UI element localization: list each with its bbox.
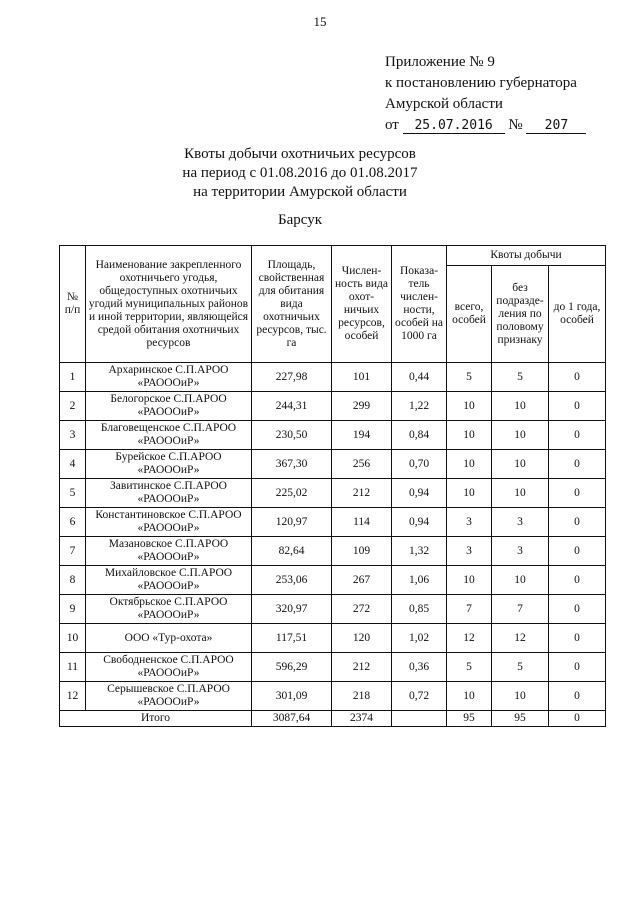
totals-row xyxy=(60,711,606,727)
table-row xyxy=(60,682,606,711)
density-value: 1,22 xyxy=(392,392,447,421)
header-num: № п/п xyxy=(60,246,86,363)
quota-under1-value: 0 xyxy=(549,682,606,711)
row-number: 10 xyxy=(60,624,86,653)
quota-no-sex-value: 12 xyxy=(492,624,549,653)
quota-total-value: 3 xyxy=(447,537,492,566)
density-value: 0,72 xyxy=(392,682,447,711)
title-line-2: на период с 01.08.2016 до 01.08.2017 xyxy=(182,165,418,181)
quota-no-sex-value: 5 xyxy=(492,363,549,392)
document-title xyxy=(0,145,600,202)
quota-total-value: 10 xyxy=(447,682,492,711)
date-prefix: от xyxy=(385,117,399,133)
row-number: 1 xyxy=(60,363,86,392)
quota-under1-value: 0 xyxy=(549,392,606,421)
title-line-1: Квоты добычи охотничьих ресурсов xyxy=(184,146,416,162)
quota-total-value: 12 xyxy=(447,624,492,653)
quota-table xyxy=(59,245,606,727)
appendix-decree: к постановлению губернатора xyxy=(385,75,577,91)
quota-total-value: 5 xyxy=(447,363,492,392)
appendix-region: Амурской области xyxy=(385,96,503,112)
header-quota-under1: до 1 года, особей xyxy=(549,266,606,363)
header-density: Показа-тель числен-ности, особей на 1000 га xyxy=(392,246,447,363)
quota-under1-value: 0 xyxy=(549,508,606,537)
decree-date: 25.07.2016 xyxy=(403,118,505,134)
title-line-3: на территории Амурской области xyxy=(193,184,407,200)
header-population: Числен-ность вида охот-ничьих ресурсов, особей xyxy=(332,246,392,363)
population-value: 114 xyxy=(332,508,392,537)
header-quota-no-sex: без подразде-ления по половому признаку xyxy=(492,266,549,363)
region-name: Октябрьское С.П.АРОО «РАОООиР» xyxy=(86,595,252,624)
totals-quota-no-sex: 95 xyxy=(492,711,549,727)
totals-population: 2374 xyxy=(332,711,392,727)
table-row xyxy=(60,537,606,566)
area-value: 320,97 xyxy=(252,595,332,624)
quota-no-sex-value: 3 xyxy=(492,508,549,537)
quota-total-value: 10 xyxy=(447,450,492,479)
quota-total-value: 10 xyxy=(447,421,492,450)
decree-number: 207 xyxy=(526,118,586,134)
area-value: 225,02 xyxy=(252,479,332,508)
area-value: 244,31 xyxy=(252,392,332,421)
table-body xyxy=(60,363,606,727)
area-value: 230,50 xyxy=(252,421,332,450)
header-quota-total: всего, особей xyxy=(447,266,492,363)
row-number: 7 xyxy=(60,537,86,566)
appendix-date-line xyxy=(385,115,586,136)
density-value: 0,94 xyxy=(392,508,447,537)
header-name: Наименование закрепленного охотничьего угодья, общедоступных охотничьих угодий муниципальных районов и иной территории, являющейся средой обитания охотничьих ресурсов xyxy=(86,246,252,363)
row-number: 12 xyxy=(60,682,86,711)
table-row xyxy=(60,508,606,537)
quota-under1-value: 0 xyxy=(549,624,606,653)
quota-under1-value: 0 xyxy=(549,537,606,566)
row-number: 6 xyxy=(60,508,86,537)
density-value: 1,06 xyxy=(392,566,447,595)
area-value: 120,97 xyxy=(252,508,332,537)
density-value: 0,44 xyxy=(392,363,447,392)
quota-under1-value: 0 xyxy=(549,595,606,624)
quota-under1-value: 0 xyxy=(549,450,606,479)
table-row xyxy=(60,479,606,508)
density-value: 0,70 xyxy=(392,450,447,479)
totals-quota-total: 95 xyxy=(447,711,492,727)
region-name: Серышевское С.П.АРОО «РАОООиР» xyxy=(86,682,252,711)
population-value: 120 xyxy=(332,624,392,653)
population-value: 272 xyxy=(332,595,392,624)
density-value: 0,36 xyxy=(392,653,447,682)
quota-no-sex-value: 7 xyxy=(492,595,549,624)
density-value: 0,84 xyxy=(392,421,447,450)
region-name: Белогорское С.П.АРОО «РАОООиР» xyxy=(86,392,252,421)
quota-under1-value: 0 xyxy=(549,421,606,450)
quota-no-sex-value: 5 xyxy=(492,653,549,682)
quota-under1-value: 0 xyxy=(549,653,606,682)
population-value: 212 xyxy=(332,653,392,682)
table-row xyxy=(60,624,606,653)
region-name: Константиновское С.П.АРОО «РАОООиР» xyxy=(86,508,252,537)
header-quota-group: Квоты добычи xyxy=(447,246,606,266)
quota-no-sex-value: 10 xyxy=(492,450,549,479)
quota-total-value: 10 xyxy=(447,566,492,595)
region-name: Михайловское С.П.АРОО «РАОООиР» xyxy=(86,566,252,595)
row-number: 11 xyxy=(60,653,86,682)
row-number: 5 xyxy=(60,479,86,508)
quota-total-value: 10 xyxy=(447,392,492,421)
quota-under1-value: 0 xyxy=(549,566,606,595)
density-value: 1,32 xyxy=(392,537,447,566)
row-number: 2 xyxy=(60,392,86,421)
region-name: Архаринское С.П.АРОО «РАОООиР» xyxy=(86,363,252,392)
quota-no-sex-value: 3 xyxy=(492,537,549,566)
population-value: 267 xyxy=(332,566,392,595)
population-value: 256 xyxy=(332,450,392,479)
totals-quota-under1: 0 xyxy=(549,711,606,727)
row-number: 4 xyxy=(60,450,86,479)
row-number: 3 xyxy=(60,421,86,450)
quota-no-sex-value: 10 xyxy=(492,566,549,595)
area-value: 596,29 xyxy=(252,653,332,682)
totals-density-empty xyxy=(392,711,447,727)
quota-no-sex-value: 10 xyxy=(492,682,549,711)
area-value: 301,09 xyxy=(252,682,332,711)
quota-under1-value: 0 xyxy=(549,363,606,392)
quota-total-value: 10 xyxy=(447,479,492,508)
population-value: 212 xyxy=(332,479,392,508)
density-value: 0,94 xyxy=(392,479,447,508)
appendix-title: Приложение № 9 xyxy=(385,54,495,70)
appendix-block xyxy=(385,52,586,136)
table-row xyxy=(60,363,606,392)
quota-total-value: 3 xyxy=(447,508,492,537)
region-name: ООО «Тур-охота» xyxy=(86,624,252,653)
row-number: 9 xyxy=(60,595,86,624)
header-row-1 xyxy=(60,246,606,266)
region-name: Завитинское С.П.АРОО «РАОООиР» xyxy=(86,479,252,508)
region-name: Благовещенское С.П.АРОО «РАОООиР» xyxy=(86,421,252,450)
population-value: 109 xyxy=(332,537,392,566)
quota-under1-value: 0 xyxy=(549,479,606,508)
area-value: 253,06 xyxy=(252,566,332,595)
area-value: 227,98 xyxy=(252,363,332,392)
quota-no-sex-value: 10 xyxy=(492,479,549,508)
area-value: 367,30 xyxy=(252,450,332,479)
table-row xyxy=(60,653,606,682)
table-row xyxy=(60,392,606,421)
region-name: Мазановское С.П.АРОО «РАОООиР» xyxy=(86,537,252,566)
population-value: 218 xyxy=(332,682,392,711)
population-value: 194 xyxy=(332,421,392,450)
number-prefix: № xyxy=(508,117,523,133)
area-value: 117,51 xyxy=(252,624,332,653)
totals-label: Итого xyxy=(60,711,252,727)
area-value: 82,64 xyxy=(252,537,332,566)
region-name: Бурейское С.П.АРОО «РАОООиР» xyxy=(86,450,252,479)
species-name: Барсук xyxy=(277,212,323,228)
row-number: 8 xyxy=(60,566,86,595)
density-value: 1,02 xyxy=(392,624,447,653)
quota-total-value: 7 xyxy=(447,595,492,624)
table-row xyxy=(60,595,606,624)
table-row xyxy=(60,566,606,595)
page-number: 15 xyxy=(313,14,327,29)
region-name: Свободненское С.П.АРОО «РАОООиР» xyxy=(86,653,252,682)
table-row xyxy=(60,421,606,450)
totals-area: 3087,64 xyxy=(252,711,332,727)
quota-total-value: 5 xyxy=(447,653,492,682)
population-value: 101 xyxy=(332,363,392,392)
quota-no-sex-value: 10 xyxy=(492,392,549,421)
density-value: 0,85 xyxy=(392,595,447,624)
table-row xyxy=(60,450,606,479)
header-area: Площадь, свойственная для обитания вида охотничьих ресурсов, тыс. га xyxy=(252,246,332,363)
population-value: 299 xyxy=(332,392,392,421)
quota-no-sex-value: 10 xyxy=(492,421,549,450)
